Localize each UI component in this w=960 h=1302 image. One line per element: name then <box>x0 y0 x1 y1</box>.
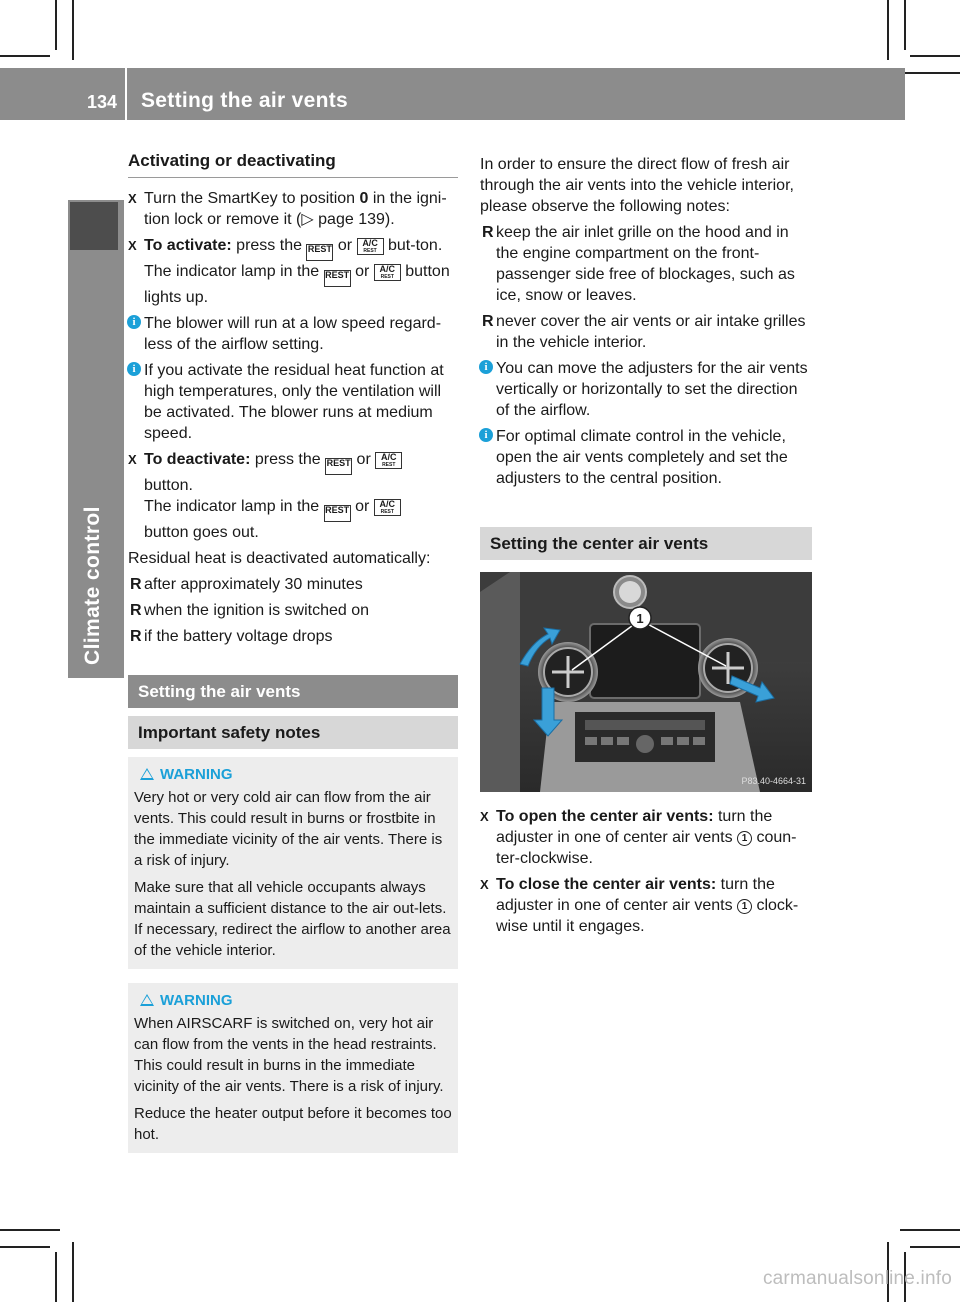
rest-button-icon: REST <box>324 505 351 522</box>
crop-mark <box>900 72 960 74</box>
chapter-tab-label: Climate control <box>81 506 104 665</box>
list-item: R when the ignition is switched on <box>130 602 370 619</box>
page-ref-arrow-icon: ▷ <box>301 211 314 228</box>
crop-mark <box>0 1229 60 1231</box>
crop-mark <box>910 55 960 57</box>
step-turn-key: X Turn the SmartKey to position 0 in the igni-tion lock or remove it (▷ page 139). <box>128 190 447 228</box>
info-note: i You can move the adjusters for the air vents vertically or horizontally to set the direction of the airflow. <box>480 358 812 421</box>
crop-mark <box>904 0 906 50</box>
ac-rest-button-icon: A/C REST <box>374 264 401 281</box>
page-ref-link[interactable]: page 139). <box>313 211 395 228</box>
rest-button-icon: REST <box>306 244 333 261</box>
step-arrow-icon: X <box>128 191 137 206</box>
step-arrow-icon: X <box>128 238 137 253</box>
step-arrow-icon: X <box>480 877 489 892</box>
crop-mark <box>55 0 57 50</box>
warning-heading: WARNING <box>134 764 452 785</box>
crop-mark <box>910 1246 960 1248</box>
step-arrow-icon: X <box>480 809 489 824</box>
page-title: Setting the air vents <box>141 89 349 112</box>
ac-rest-button-icon: A/C REST <box>357 238 384 255</box>
warning-text: Make sure that all vehicle occupants always maintain a sufficient distance to the air out-lets. If necessary, redirect the airflow to another area of the vehicle interior. <box>134 879 451 959</box>
info-icon: i <box>479 428 493 442</box>
warning-box <box>128 983 458 1153</box>
image-code: P83.40-4664-31 <box>741 776 806 786</box>
step-activate: X To activate: press the REST or A/C REST but-ton. The indicator lamp in the REST or A/C REST button lights up. <box>128 237 450 306</box>
info-note: i For optimal climate control in the vehicle, open the air vents completely and set the adjusters to the central position. <box>480 426 812 489</box>
rest-button-icon: REST <box>325 458 352 475</box>
page-number: 134 <box>87 92 118 112</box>
info-icon: i <box>127 315 141 329</box>
info-icon: i <box>479 360 493 374</box>
info-note: i If you activate the residual heat function at high temperatures, only the ventilation will be activated. The blower runs at medium speed. <box>128 360 458 444</box>
section-title: Setting the air vents <box>128 675 458 708</box>
list-item: R if the battery voltage drops <box>130 628 333 645</box>
center-air-vents-photo <box>480 572 812 792</box>
crop-mark <box>900 1229 960 1231</box>
step-deactivate: X To deactivate: press the REST or A/C REST button. The indicator lamp in the REST or A/C REST button goes out. <box>128 449 458 543</box>
subsection-title: Important safety notes <box>128 716 458 749</box>
heading-activating: Activating or deactivating <box>128 150 458 178</box>
crop-mark <box>72 0 74 60</box>
list-item: R never cover the air vents or air intake grilles in the vehicle interior. <box>482 313 806 351</box>
chapter-tab-marker <box>70 202 118 250</box>
callout-1-icon: 1 <box>737 899 752 914</box>
list-item: R after approximately 30 minutes <box>130 576 363 593</box>
warning-text: Reduce the heater output before it becomes too hot. <box>134 1105 452 1143</box>
info-icon: i <box>127 362 141 376</box>
intro-text: In order to ensure the direct flow of fresh air through the air vents into the vehicle interior, please observe the following notes: <box>480 156 794 215</box>
residual-heat-text: Residual heat is deactivated automatically: <box>128 550 431 567</box>
warning-text: When AIRSCARF is switched on, very hot air can flow from the vents in the head restraints. This could result in burns in the immediate vicinity of the air vents. There is a risk of injury. <box>134 1015 444 1095</box>
header-separator <box>125 68 127 120</box>
ac-rest-button-icon: A/C REST <box>375 452 402 469</box>
ac-rest-button-icon: A/C REST <box>374 499 401 516</box>
step-arrow-icon: X <box>128 452 137 467</box>
left-column <box>128 150 458 1153</box>
callout-1-label: 1 <box>636 611 644 626</box>
warning-triangle-icon <box>140 768 154 780</box>
warning-box <box>128 757 458 969</box>
crop-mark <box>72 1242 74 1302</box>
crop-mark <box>55 1252 57 1302</box>
rest-button-icon: REST <box>324 270 351 287</box>
list-item: R keep the air inlet grille on the hood and in the engine compartment on the front-passenger side free of blockages, such as ice, snow or leaves. <box>482 224 795 304</box>
dashboard-illustration <box>480 572 812 792</box>
watermark: carmanualsonline.info <box>762 1268 952 1289</box>
step-open-vents: X To open the center air vents: turn the adjuster in one of center air vents 1 coun-ter-clockwise. <box>480 808 797 867</box>
callout-1-icon: 1 <box>737 831 752 846</box>
info-note: i The blower will run at a low speed regard-less of the airflow setting. <box>128 313 458 355</box>
crop-mark <box>887 0 889 60</box>
crop-mark <box>0 1246 50 1248</box>
warning-text: Very hot or very cold air can flow from the air vents. This could result in burns or frostbite in the immediate vicinity of the air vents. There is a risk of injury. <box>134 789 443 869</box>
crop-mark <box>0 55 50 57</box>
warning-heading: WARNING <box>134 990 452 1011</box>
header-bar <box>0 68 905 120</box>
section-title-center-vents: Setting the center air vents <box>480 527 812 560</box>
warning-triangle-icon <box>140 994 154 1006</box>
step-close-vents: X To close the center air vents: turn the adjuster in one of center air vents 1 clock-wise until it engages. <box>480 876 799 935</box>
right-column <box>480 154 812 942</box>
